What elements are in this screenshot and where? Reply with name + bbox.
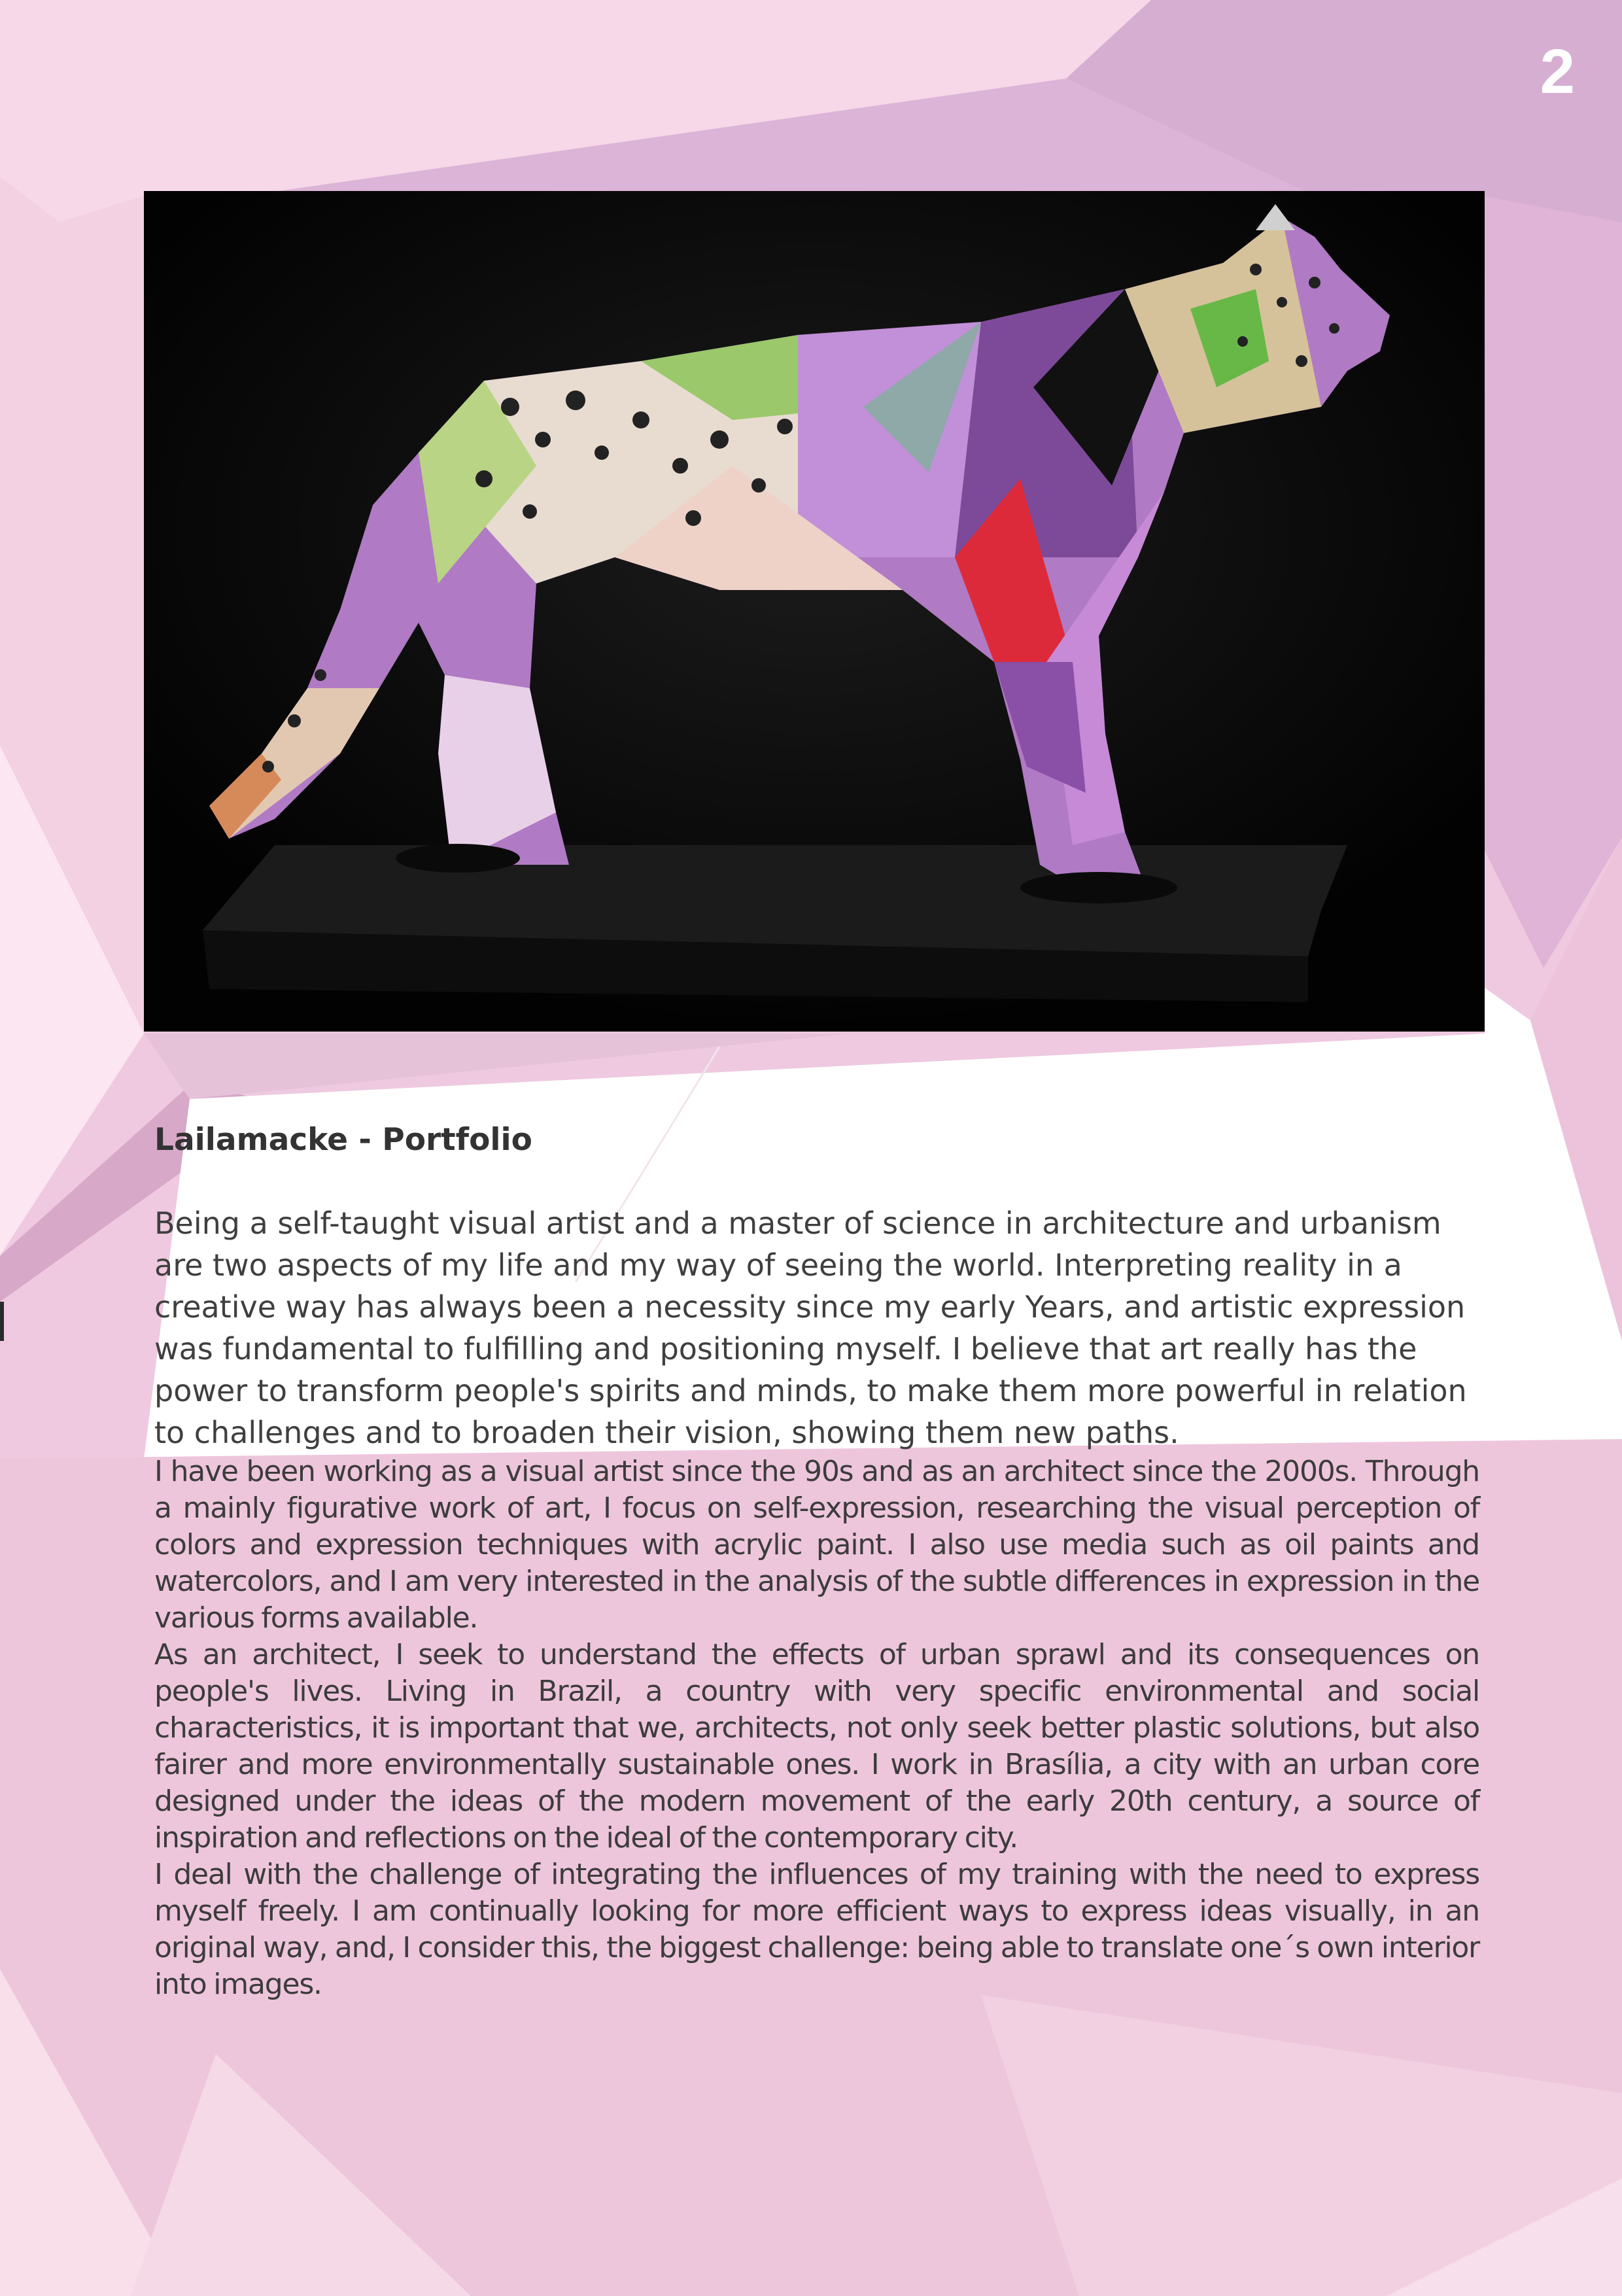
portfolio-title: Lailamacke - Portfolio	[154, 1122, 532, 1158]
body-section	[154, 1453, 1479, 2003]
jaguar-sculpture-illustration	[144, 191, 1485, 1032]
intro-section	[154, 1202, 1479, 1453]
paragraph-visual-artist: I have been working as a visual artist since the 90s and as an architect since the 2000s. Through a mainly figurative work of art, I focus on self-expression, researching the visual perception of colors and expression techniques with acrylic paint. I also use media such as oil paints and watercolors, and I am very interested in the analysis of the subtle differences in expression in the various forms available.	[154, 1455, 1479, 1635]
intro-paragraph: Being a self-taught visual artist and a master of science in architecture and urbanism are two aspects of my life and my way of seeing the world. Interpreting reality in a creative way has always been a necessity since my early Years, and artistic expression was fundamental to fulfilling and positioning myself. I believe that art really has the power to transform people's spirits and minds, to make them more powerful in relation to challenges and to broaden their vision, showing them new paths.	[154, 1206, 1467, 1450]
jaguar-sculpture-photo	[144, 191, 1485, 1032]
portfolio-text	[154, 1122, 1479, 2003]
page-number: 2	[1540, 37, 1575, 107]
paragraph-challenge: I deal with the challenge of integrating the influences of my training with the need to express myself freely. I am continually looking for more efficient ways to express ideas visually, in an original way, and, I consider this, the biggest challenge: being able to translate one´s own interior into images.	[154, 1858, 1479, 2001]
paragraph-architect: As an architect, I seek to understand the effects of urban sprawl and its consequences on people's lives. Living in Brazil, a country with very specific environmental and social characteristics, it is important that we, architects, not only seek better plastic solutions, but also fairer and more environmentally sustainable ones. I work in Brasília, a city with an urban core designed under the ideas of the modern movement of the early 20th century, a source of inspiration and reflections on the ideal of the contemporary city.	[154, 1638, 1479, 1854]
